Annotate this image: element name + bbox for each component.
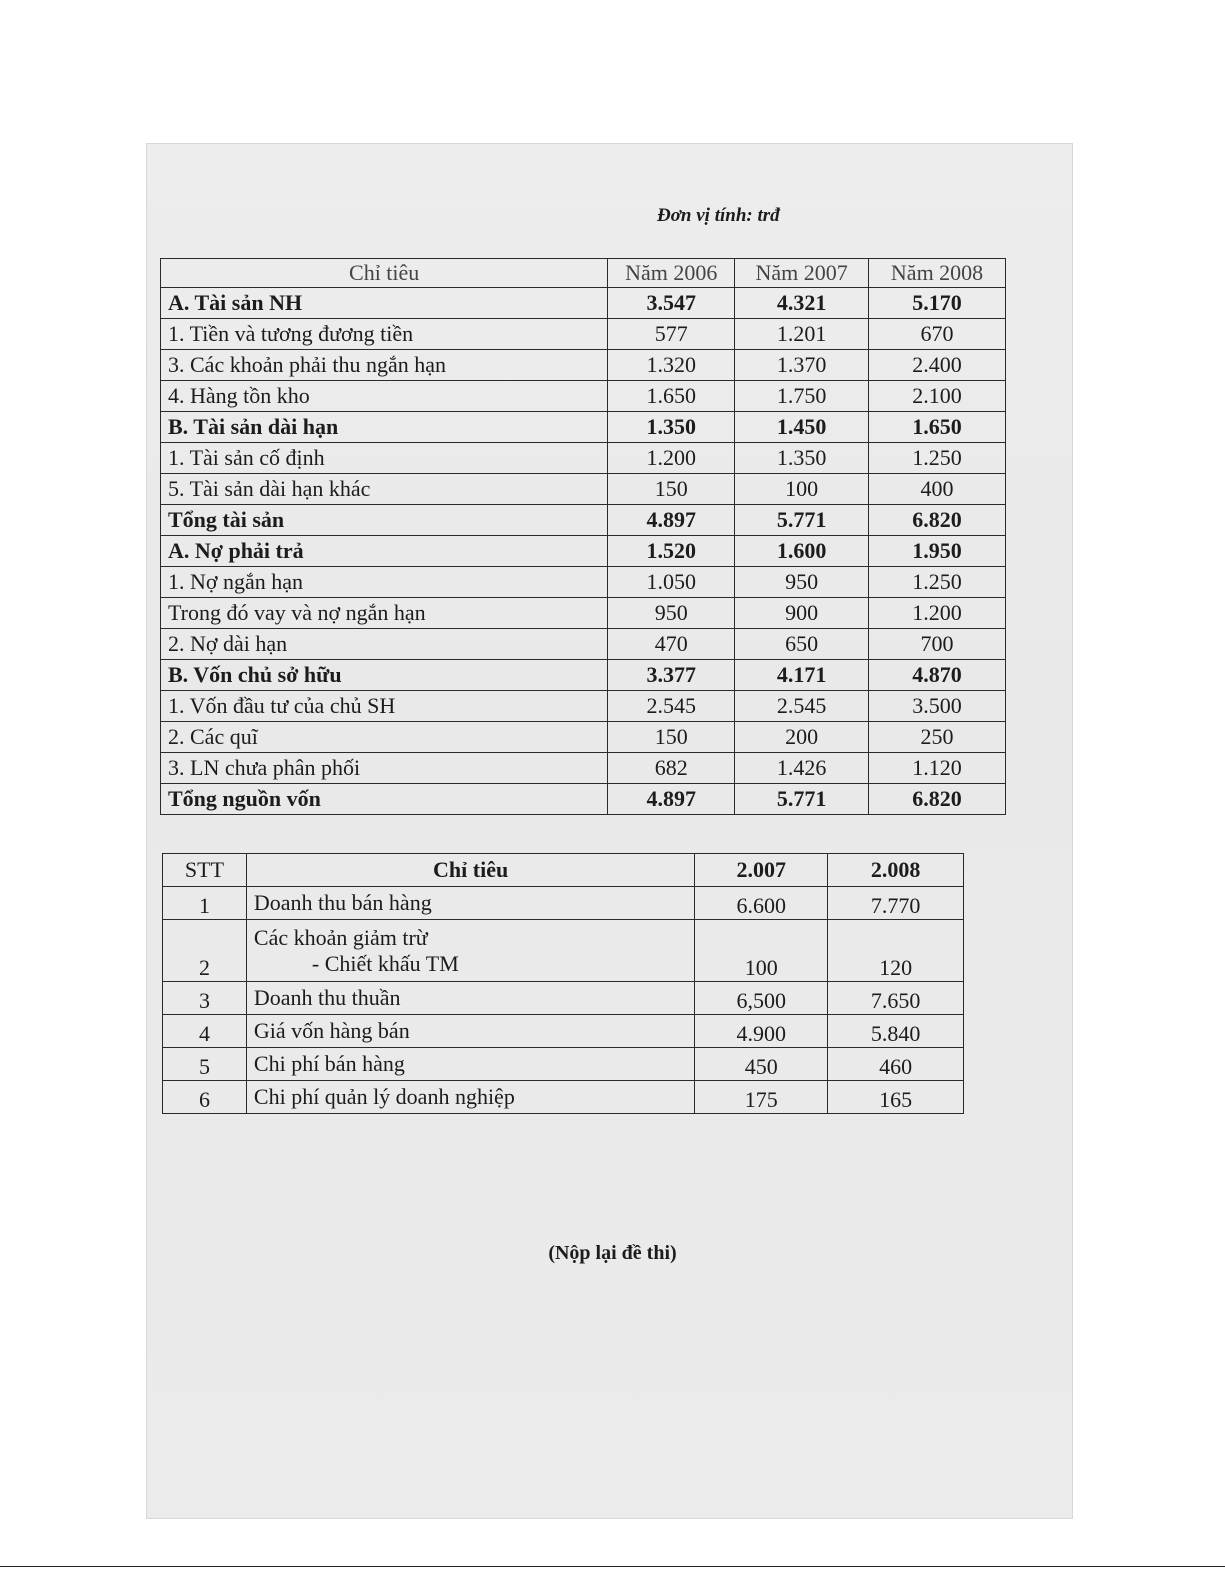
- value-cell: 175: [695, 1081, 828, 1114]
- value-cell: 4.870: [869, 660, 1006, 691]
- table-row: [161, 443, 1006, 474]
- income-header-row: [163, 854, 964, 887]
- row-label-text: Chi phí quản lý doanh nghiệp: [253, 1084, 515, 1109]
- value-cell: 6.820: [869, 505, 1006, 536]
- value-cell: 1.050: [608, 567, 735, 598]
- header-cell: 2.007: [695, 854, 828, 887]
- value-cell: 1.650: [608, 381, 735, 412]
- row-label: Tổng tài sản: [161, 505, 608, 536]
- balance-sheet-table: [160, 258, 1006, 815]
- value-cell: 1.520: [608, 536, 735, 567]
- row-label: [246, 982, 694, 1015]
- row-label: 1. Vốn đầu tư của chủ SH: [161, 691, 608, 722]
- value-cell: 6.820: [869, 784, 1006, 815]
- row-label: [246, 1048, 694, 1081]
- value-cell: 950: [735, 567, 869, 598]
- stt-cell: 1: [163, 887, 247, 920]
- value-cell: 450: [695, 1048, 828, 1081]
- table-row: [161, 350, 1006, 381]
- value-cell: 4.321: [735, 288, 869, 319]
- value-cell: 577: [608, 319, 735, 350]
- value-cell: 1.120: [869, 753, 1006, 784]
- header-cell: STT: [163, 854, 247, 887]
- header-cell: 2.008: [828, 854, 964, 887]
- value-cell: 2.545: [735, 691, 869, 722]
- header-cell: Năm 2007: [735, 259, 869, 288]
- value-cell: 1.320: [608, 350, 735, 381]
- value-cell: 1.450: [735, 412, 869, 443]
- row-label: A. Tài sản NH: [161, 288, 608, 319]
- row-label-text: Giá vốn hàng bán: [253, 1018, 410, 1043]
- table-row: [161, 629, 1006, 660]
- row-label-text: Doanh thu bán hàng: [253, 890, 432, 915]
- balance-header-row: [161, 259, 1006, 288]
- row-label: Trong đó vay và nợ ngắn hạn: [161, 598, 608, 629]
- value-cell: 470: [608, 629, 735, 660]
- value-cell: 460: [828, 1048, 964, 1081]
- value-cell: 100: [695, 920, 828, 982]
- header-cell: Năm 2008: [869, 259, 1006, 288]
- row-label: 1. Tiền và tương đương tiền: [161, 319, 608, 350]
- footer-note: (Nộp lại đề thi): [548, 1242, 677, 1264]
- table-row: [161, 474, 1006, 505]
- value-cell: 4.897: [608, 784, 735, 815]
- value-cell: 1.600: [735, 536, 869, 567]
- value-cell: 1.426: [735, 753, 869, 784]
- table-row: [161, 381, 1006, 412]
- row-label: 1. Tài sản cố định: [161, 443, 608, 474]
- row-label: 4. Hàng tồn kho: [161, 381, 608, 412]
- table-row: [163, 982, 964, 1015]
- value-cell: 6,500: [695, 982, 828, 1015]
- value-cell: 120: [828, 920, 964, 982]
- row-label: A. Nợ phải trả: [161, 536, 608, 567]
- row-label: [246, 1081, 694, 1114]
- row-label-text: Doanh thu thuần: [253, 985, 401, 1010]
- table-row: [161, 753, 1006, 784]
- value-cell: 1.250: [869, 443, 1006, 474]
- table-row: [161, 288, 1006, 319]
- value-cell: 1.350: [608, 412, 735, 443]
- stt-cell: 4: [163, 1015, 247, 1048]
- value-cell: 100: [735, 474, 869, 505]
- value-cell: 950: [608, 598, 735, 629]
- value-cell: 700: [869, 629, 1006, 660]
- table-row: [161, 660, 1006, 691]
- header-cell: Năm 2006: [608, 259, 735, 288]
- value-cell: 3.547: [608, 288, 735, 319]
- row-label: 3. Các khoản phải thu ngắn hạn: [161, 350, 608, 381]
- value-cell: 165: [828, 1081, 964, 1114]
- table-row: [161, 505, 1006, 536]
- income-statement-table: [162, 853, 964, 1114]
- value-cell: 200: [735, 722, 869, 753]
- row-label: Tổng nguồn vốn: [161, 784, 608, 815]
- row-label: 2. Các quĩ: [161, 722, 608, 753]
- row-label-text: Chi phí bán hàng: [253, 1051, 405, 1076]
- row-label: 1. Nợ ngắn hạn: [161, 567, 608, 598]
- value-cell: 2.545: [608, 691, 735, 722]
- table-row: [161, 722, 1006, 753]
- value-cell: 2.100: [869, 381, 1006, 412]
- table-row: [163, 887, 964, 920]
- value-cell: 1.950: [869, 536, 1006, 567]
- row-label: B. Vốn chủ sở hữu: [161, 660, 608, 691]
- value-cell: 670: [869, 319, 1006, 350]
- stt-cell: 6: [163, 1081, 247, 1114]
- value-cell: 1.201: [735, 319, 869, 350]
- value-cell: 3.500: [869, 691, 1006, 722]
- row-label: 3. LN chưa phân phối: [161, 753, 608, 784]
- value-cell: 1.750: [735, 381, 869, 412]
- table-row: [161, 412, 1006, 443]
- value-cell: 682: [608, 753, 735, 784]
- value-cell: 3.377: [608, 660, 735, 691]
- table-row: [163, 1048, 964, 1081]
- value-cell: 1.250: [869, 567, 1006, 598]
- table-row: [161, 536, 1006, 567]
- value-cell: 6.600: [695, 887, 828, 920]
- table-row: [163, 1015, 964, 1048]
- value-cell: 650: [735, 629, 869, 660]
- row-label: [246, 920, 694, 982]
- value-cell: 7.650: [828, 982, 964, 1015]
- unit-label: Đơn vị tính: trđ: [657, 205, 780, 226]
- row-label: [246, 887, 694, 920]
- value-cell: 4.171: [735, 660, 869, 691]
- header-cell: Chỉ tiêu: [161, 259, 608, 288]
- stt-cell: 3: [163, 982, 247, 1015]
- header-cell: Chỉ tiêu: [246, 854, 694, 887]
- page-edge-divider: [0, 1566, 1225, 1567]
- table-row: [161, 784, 1006, 815]
- value-cell: 1.200: [869, 598, 1006, 629]
- table-row: [163, 1081, 964, 1114]
- row-label: 2. Nợ dài hạn: [161, 629, 608, 660]
- value-cell: 900: [735, 598, 869, 629]
- value-cell: 4.897: [608, 505, 735, 536]
- value-cell: 400: [869, 474, 1006, 505]
- value-cell: 2.400: [869, 350, 1006, 381]
- value-cell: 5.170: [869, 288, 1006, 319]
- value-cell: 1.650: [869, 412, 1006, 443]
- row-label: [246, 1015, 694, 1048]
- value-cell: 150: [608, 474, 735, 505]
- row-label: B. Tài sản dài hạn: [161, 412, 608, 443]
- table-row: [161, 598, 1006, 629]
- value-cell: 5.771: [735, 505, 869, 536]
- row-label: 5. Tài sản dài hạn khác: [161, 474, 608, 505]
- value-cell: 4.900: [695, 1015, 828, 1048]
- table-row: [161, 567, 1006, 598]
- value-cell: 1.350: [735, 443, 869, 474]
- value-cell: 150: [608, 722, 735, 753]
- value-cell: 5.840: [828, 1015, 964, 1048]
- row-sub-label: - Chiết khấu TM: [311, 950, 459, 976]
- value-cell: 1.200: [608, 443, 735, 474]
- stt-cell: 2: [163, 920, 247, 982]
- value-cell: 1.370: [735, 350, 869, 381]
- value-cell: 250: [869, 722, 1006, 753]
- stt-cell: 5: [163, 1048, 247, 1081]
- table-row: [163, 920, 964, 982]
- row-label-text: Các khoản giảm trừ: [253, 924, 428, 950]
- value-cell: 5.771: [735, 784, 869, 815]
- table-row: [161, 691, 1006, 722]
- value-cell: 7.770: [828, 887, 964, 920]
- table-row: [161, 319, 1006, 350]
